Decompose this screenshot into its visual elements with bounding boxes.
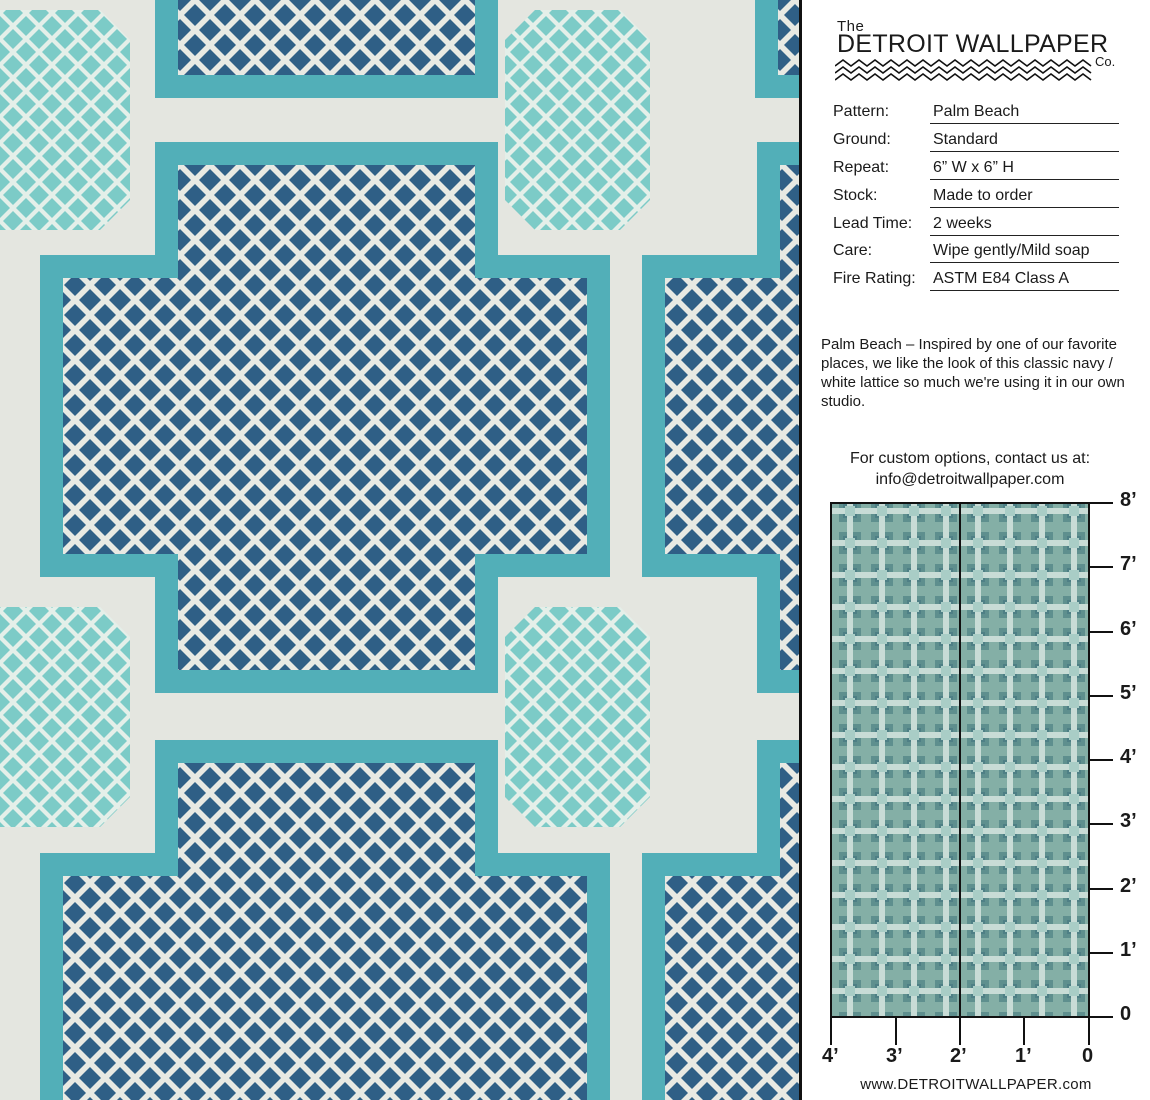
spec-pattern bbox=[833, 101, 1133, 123]
scale-label-4ft: 4’ bbox=[1120, 746, 1137, 768]
scale-label-6ft: 6’ bbox=[1120, 618, 1137, 640]
scale-label-2ft: 2’ bbox=[1120, 875, 1137, 897]
pattern-description: Palm Beach – Inspired by one of our favorite places, we like the look of this classic navy / white lattice so much we're using it in our own studio. bbox=[821, 336, 1125, 410]
spec-value: 2 weeks bbox=[930, 213, 1119, 236]
spec-stock bbox=[833, 185, 1133, 207]
spec-label: Stock: bbox=[833, 187, 878, 204]
spec-repeat bbox=[833, 157, 1133, 179]
logo-name: DETROIT WALLPAPER bbox=[837, 30, 1109, 58]
contact-prompt: For custom options, contact us at: bbox=[849, 450, 1091, 467]
scale-label-7ft: 7’ bbox=[1120, 553, 1137, 575]
scale-label-h-3ft: 3’ bbox=[886, 1045, 903, 1067]
website-url[interactable]: www.DETROITWALLPAPER.com bbox=[860, 1076, 1092, 1093]
scale-label-h-2ft: 2’ bbox=[950, 1045, 967, 1067]
spec-value: ASTM E84 Class A bbox=[930, 268, 1119, 291]
scale-label-0ft: 0 bbox=[1120, 1003, 1132, 1025]
spec-value: Made to order bbox=[930, 185, 1119, 208]
scale-label-1ft: 1’ bbox=[1120, 939, 1137, 961]
spec-lead-time bbox=[833, 213, 1133, 235]
scale-label-h-1ft: 1’ bbox=[1015, 1045, 1032, 1067]
info-panel bbox=[802, 0, 1150, 1100]
logo-co: Co. bbox=[1095, 54, 1116, 69]
spec-label: Lead Time: bbox=[833, 215, 913, 232]
spec-label: Repeat: bbox=[833, 159, 890, 176]
vertical-ruler-ticks bbox=[1089, 503, 1113, 1017]
scale-label-5ft: 5’ bbox=[1120, 682, 1137, 704]
spec-label: Pattern: bbox=[833, 103, 890, 120]
scale-label-8ft: 8’ bbox=[1120, 489, 1137, 511]
spec-label: Care: bbox=[833, 242, 873, 259]
logo-the: The bbox=[837, 18, 865, 35]
scale-label-h-4ft: 4’ bbox=[822, 1045, 839, 1067]
contact-email[interactable]: info@detroitwallpaper.com bbox=[875, 471, 1065, 488]
logo-zigzag bbox=[835, 58, 1095, 88]
spec-ground bbox=[833, 129, 1133, 151]
spec-value: Wipe gently/Mild soap bbox=[930, 240, 1119, 263]
spec-fire-rating bbox=[833, 268, 1133, 290]
scale-preview bbox=[802, 495, 1150, 1075]
horizontal-ruler-ticks bbox=[831, 1017, 1089, 1045]
spec-label: Ground: bbox=[833, 131, 891, 148]
scale-label-h-0ft: 0 bbox=[1082, 1045, 1094, 1067]
spec-care bbox=[833, 240, 1133, 262]
spec-label: Fire Rating: bbox=[833, 270, 916, 287]
scale-label-3ft: 3’ bbox=[1120, 810, 1137, 832]
spec-value: Palm Beach bbox=[930, 101, 1119, 124]
spec-value: Standard bbox=[930, 129, 1119, 152]
spec-value: 6” W x 6” H bbox=[930, 157, 1119, 180]
